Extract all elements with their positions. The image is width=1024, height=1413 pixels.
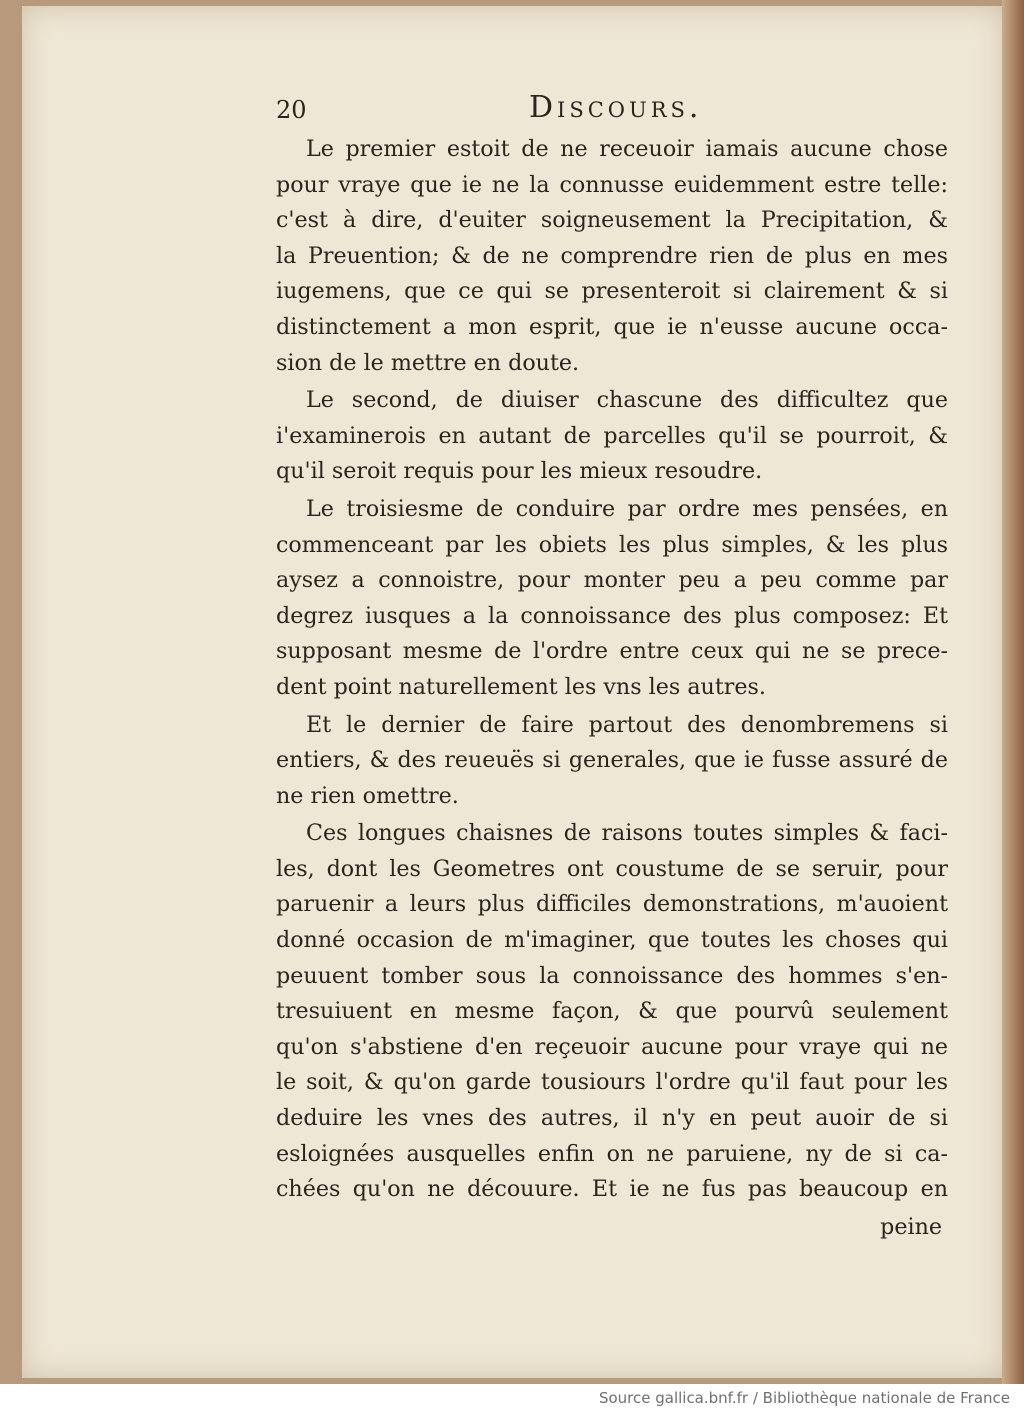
text-line: peuuent tomber sous la connoissance des hommes s'en- [276, 962, 948, 989]
page-edge [1002, 0, 1024, 1384]
text-line: i'examinerois en autant de parcelles qu'il se pourroit, & [276, 422, 948, 449]
text-line: iugemens, que ce qui se presenteroit si clairement & si [276, 278, 948, 305]
text-line: le soit, & qu'on garde tousiours l'ordre qu'il faut pour les [276, 1069, 948, 1096]
catchword: peine [880, 1213, 942, 1240]
page-number: 20 [276, 96, 307, 124]
text-line: qu'il seroit requis pour les mieux resoudre. [276, 458, 763, 485]
running-title: Discours. [529, 90, 703, 125]
text-line: c'est à dire, d'euiter soigneusement la Precipitation, & [276, 207, 948, 234]
text-line: Ces longues chaisnes de raisons toutes simples & faci- [306, 820, 948, 847]
text-line: ne rien omettre. [276, 782, 459, 809]
text-line: deduire les vnes des autres, il n'y en peut auoir de si [276, 1105, 948, 1132]
paragraph [276, 492, 948, 706]
source-credit: Source gallica.bnf.fr / Bibliothèque nationale de France [598, 1389, 1010, 1407]
body-text [276, 132, 948, 1245]
text-line: qu'on s'abstiene d'en reçeuoir aucune pour vraye qui ne [276, 1033, 948, 1060]
text-line: esloignées ausquelles enfin on ne paruiene, ny de si ca- [276, 1140, 948, 1167]
text-line: chées qu'on ne découure. Et ie ne fus pas beaucoup en [276, 1176, 948, 1203]
text-line: pour vraye que ie ne la connusse euidemment estre telle: [276, 171, 948, 198]
paragraph [276, 816, 948, 1208]
book-page [22, 6, 1004, 1378]
text-line: distinctement a mon esprit, que ie n'eusse aucune occa- [276, 313, 948, 340]
text-line: aysez a connoistre, pour monter peu a peu comme par [276, 567, 948, 594]
text-line: commenceant par les obiets les plus simples, & les plus [276, 531, 948, 558]
text-line: paruenir a leurs plus difficiles demonstrations, m'auoient [276, 891, 948, 918]
text-line: degrez iusques a la connoissance des plus composez: Et [276, 602, 948, 629]
text-line: tresuiuent en mesme façon, & que pourvû seulement [276, 998, 948, 1025]
text-line: Et le dernier de faire partout des denombremens si [306, 711, 948, 738]
text-line: dent point naturellement les vns les autres. [276, 673, 766, 700]
source-footer [0, 1384, 1024, 1413]
running-head [254, 90, 954, 130]
paragraph [276, 708, 948, 815]
text-line: supposant mesme de l'ordre entre ceux qui ne se prece- [276, 638, 948, 665]
text-line: la Preuention; & de ne comprendre rien de plus en mes [276, 242, 948, 269]
text-line: donné occasion de m'imaginer, que toutes les choses qui [276, 927, 948, 954]
text-line: entiers, & des reueuës si generales, que ie fusse assuré de [276, 747, 948, 774]
text-line: Le second, de diuiser chascune des difficultez que [306, 387, 948, 414]
paragraph [276, 132, 948, 381]
text-line: Le premier estoit de ne receuoir iamais aucune chose [306, 136, 948, 162]
text-line: Le troisiesme de conduire par ordre mes pensées, en [306, 495, 948, 522]
text-line: les, dont les Geometres ont coustume de se seruir, pour [276, 855, 948, 882]
text-line: sion de le mettre en doute. [276, 349, 580, 376]
paragraph [276, 383, 948, 490]
